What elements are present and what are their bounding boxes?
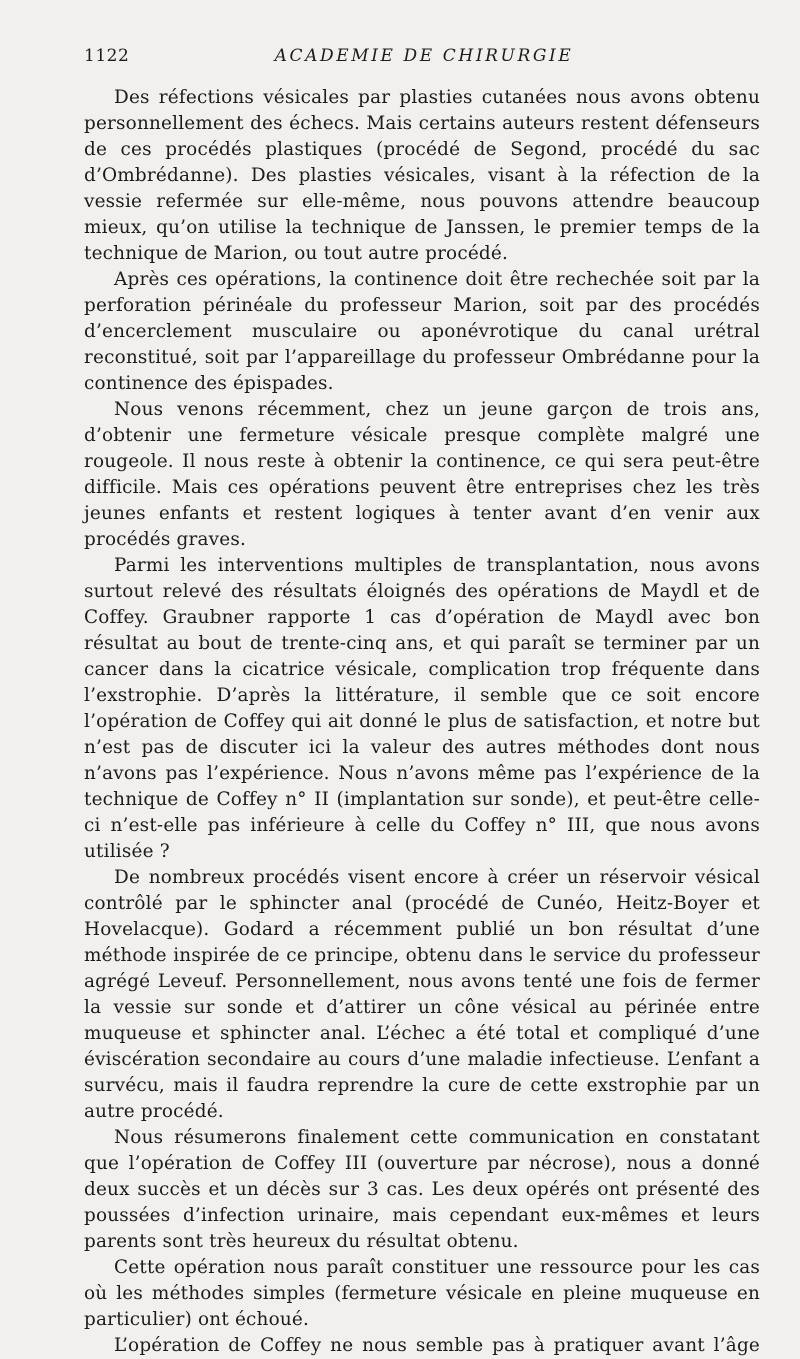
paragraph-2: Après ces opérations, la continence doit être rechechée soit par la perforation périnéale du professeur Marion, soit par des procédés d’encerclement musculaire ou aponévrotique du canal urétral reconstitué, soit par l’appareillage du professeur Ombrédanne pour la continence des épispades. xyxy=(84,269,760,394)
paragraph-3: Nous venons récemment, chez un jeune garçon de trois ans, d’obtenir une fermeture vésicale presque complète malgré une rougeole. Il nous reste à obtenir la continence, ce qui sera peut-être difficile. Mais ces opérations peuvent être entreprises chez les très jeunes enfants et restent logiques à tenter avant d’en venir aux procédés graves. xyxy=(84,399,760,550)
page-number: 1122 xyxy=(84,46,130,66)
paragraph-1: Des réfections vésicales par plasties cutanées nous avons obtenu personnellement des échecs. Mais certains auteurs restent défenseurs de ces procédés plastiques (procédé de Segond, procédé du sac d’Ombrédanne). Des plasties vésicales, visant à la réfection de la vessie refermée sur elle-même, nous pouvons attendre beaucoup mieux, qu’on utilise la technique de Janssen, le premier temps de la technique de Marion, ou tout autre procédé. xyxy=(84,87,760,264)
running-head xyxy=(84,46,764,72)
paragraph-4: Parmi les interventions multiples de transplantation, nous avons surtout relevé des résultats éloignés des opérations de Maydl et de Coffey. Graubner rapporte 1 cas d’opération de Maydl avec bon résultat au bout de trente-cinq ans, et qui paraît se terminer par un cancer dans la cicatrice vésicale, complication trop fréquente dans l’exstrophie. D’après la littérature, il semble que ce soit encore l’opération de Coffey qui ait donné le plus de satisfaction, et notre but n’est pas de discuter ici la valeur des autres méthodes dont nous n’avons pas l’expérience. Nous n’avons même pas l’expérience de la technique de Coffey n° II (implantation sur sonde), et peut-être celle-ci n’est-elle pas inférieure à celle du Coffey n° III, que nous avons utilisée ? xyxy=(84,555,760,862)
journal-title: ACADEMIE DE CHIRURGIE xyxy=(274,46,574,66)
paragraph-8: L’opération de Coffey ne nous semble pas à pratiquer avant l’âge xyxy=(114,1335,760,1356)
paragraph-5: De nombreux procédés visent encore à créer un réservoir vésical contrôlé par le sphincter anal (procédé de Cunéo, Heitz-Boyer et Hovelacque). Godard a récemment publié un bon résultat d’une méthode inspirée de ce principe, obtenu dans le service du professeur agrégé Leveuf. Personnellement, nous avons tenté une fois de fermer la vessie sur sonde et d’attirer un cône vésical au périnée entre muqueuse et sphincter anal. L’échec a été total et compliqué d’une éviscération secondaire au cours d’une maladie infectieuse. L’enfant a survécu, mais il faudra reprendre la cure de cette exstrophie par un autre procédé. xyxy=(84,867,760,1122)
paragraph-7: Cette opération nous paraît constituer une ressource pour les cas où les méthodes simples (fermeture vésicale en pleine muqueuse en particulier) ont échoué. xyxy=(84,1257,760,1330)
body-text xyxy=(84,85,760,1359)
paragraph-6: Nous résumerons finalement cette communication en constatant que l’opération de Coffey III (ouverture par nécrose), nous a donné deux succès et un décès sur 3 cas. Les deux opérés ont présenté des poussées d’infection urinaire, mais cependant eux-mêmes et leurs parents sont très heureux du résultat obtenu. xyxy=(84,1127,760,1252)
